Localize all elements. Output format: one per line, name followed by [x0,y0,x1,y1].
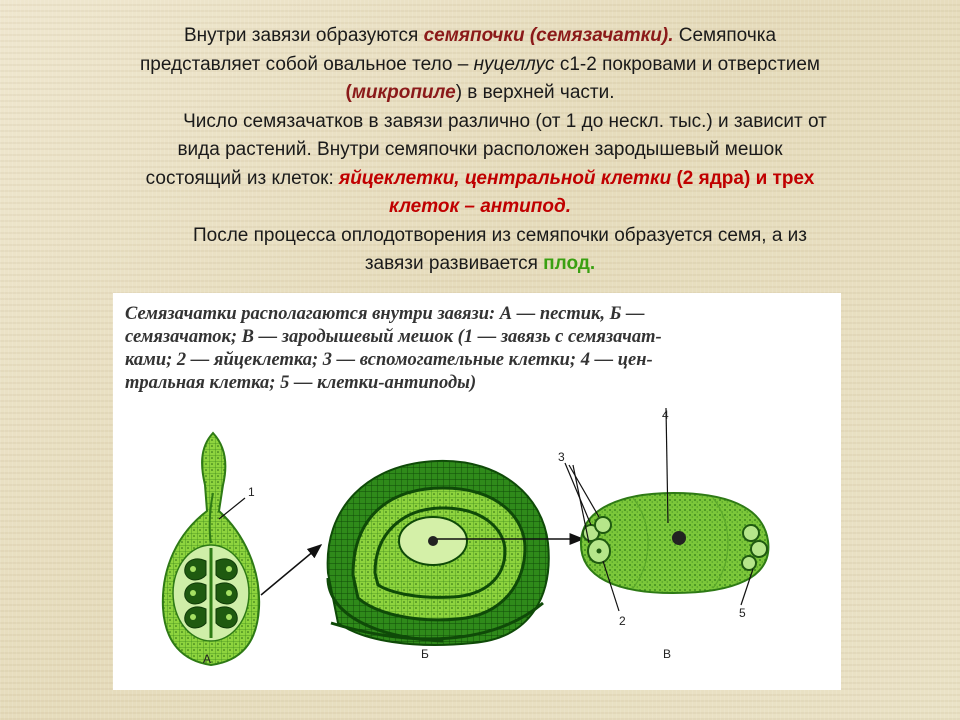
text-fragment: состоящий из клеток: [145,167,340,189]
text-fragment: Число семязачатков в завязи различно (от 1 до нескл. тыс.) и зависит от [183,110,827,132]
caption-line: ками; 2 — яйцеклетка; 3 — вспомогательные клетки; 4 — цен- [125,350,653,370]
text-fragment: ) в верхней части. [455,82,615,103]
text-fragment: ( [345,82,352,103]
label-a: А [203,652,212,666]
term-nucellus: нуцеллус [473,53,555,75]
paragraph-3-line-2 [30,250,930,279]
label-2: 2 [619,614,626,628]
text-fragment: После процесса оплодотворения из семяпочки образуется семя, а из [192,224,807,246]
arrow-a-to-b [261,545,321,595]
label-3: 3 [558,450,565,464]
caption-line: семязачаток; В — зародышевый мешок (1 — завязь с семязачат- [125,327,662,347]
text-fragment: представляет собой овальное тело – [140,53,474,75]
paragraph-2-line-2 [30,136,930,165]
paragraph-1-line-2 [30,51,930,80]
paragraph-1-line-1 [30,22,930,51]
label-b: Б [421,647,429,661]
text-fragment: (2 ядра) и трех [671,167,815,189]
term-egg-central-cell: яйцеклетки, центральной клетки [339,167,672,189]
embryo-sac-v [565,408,768,611]
slide-text [30,22,930,279]
text-fragment: Семяпочка [673,25,777,46]
figure-caption [125,303,829,395]
caption-line: тральная клетка; 5 — клетки-антиподы) [125,373,477,393]
pistil-a [163,433,259,665]
label-v: В [663,647,672,661]
label-1: 1 [248,485,255,499]
text-fragment: завязи развивается [364,253,544,274]
text-fragment: с1-2 покровами и отверстием [554,53,820,75]
ovule-b [328,461,549,645]
paragraph-2-line-3 [30,165,930,194]
ovule-figure [113,293,841,690]
text-fragment: Внутри завязи образуются [183,25,424,46]
caption-line: Семязачатки располагаются внутри завязи: А — пестик, Б — [125,304,645,324]
paragraph-2-line-4 [30,193,930,222]
paragraph-1-line-3 [30,79,930,108]
label-5: 5 [739,606,746,620]
text-fragment: вида растений. Внутри семяпочки расположен зародышевый мешок [177,139,783,160]
term-fruit: плод. [543,253,596,274]
label-4: 4 [662,408,669,422]
paragraph-2-line-1 [30,108,930,137]
paragraph-3-line-1 [30,222,930,251]
term-micropyle: микропиле [351,82,456,103]
term-antipodes: клеток – антипод. [388,196,572,217]
term-ovules: семяпочки (семязачатки). [423,25,674,46]
